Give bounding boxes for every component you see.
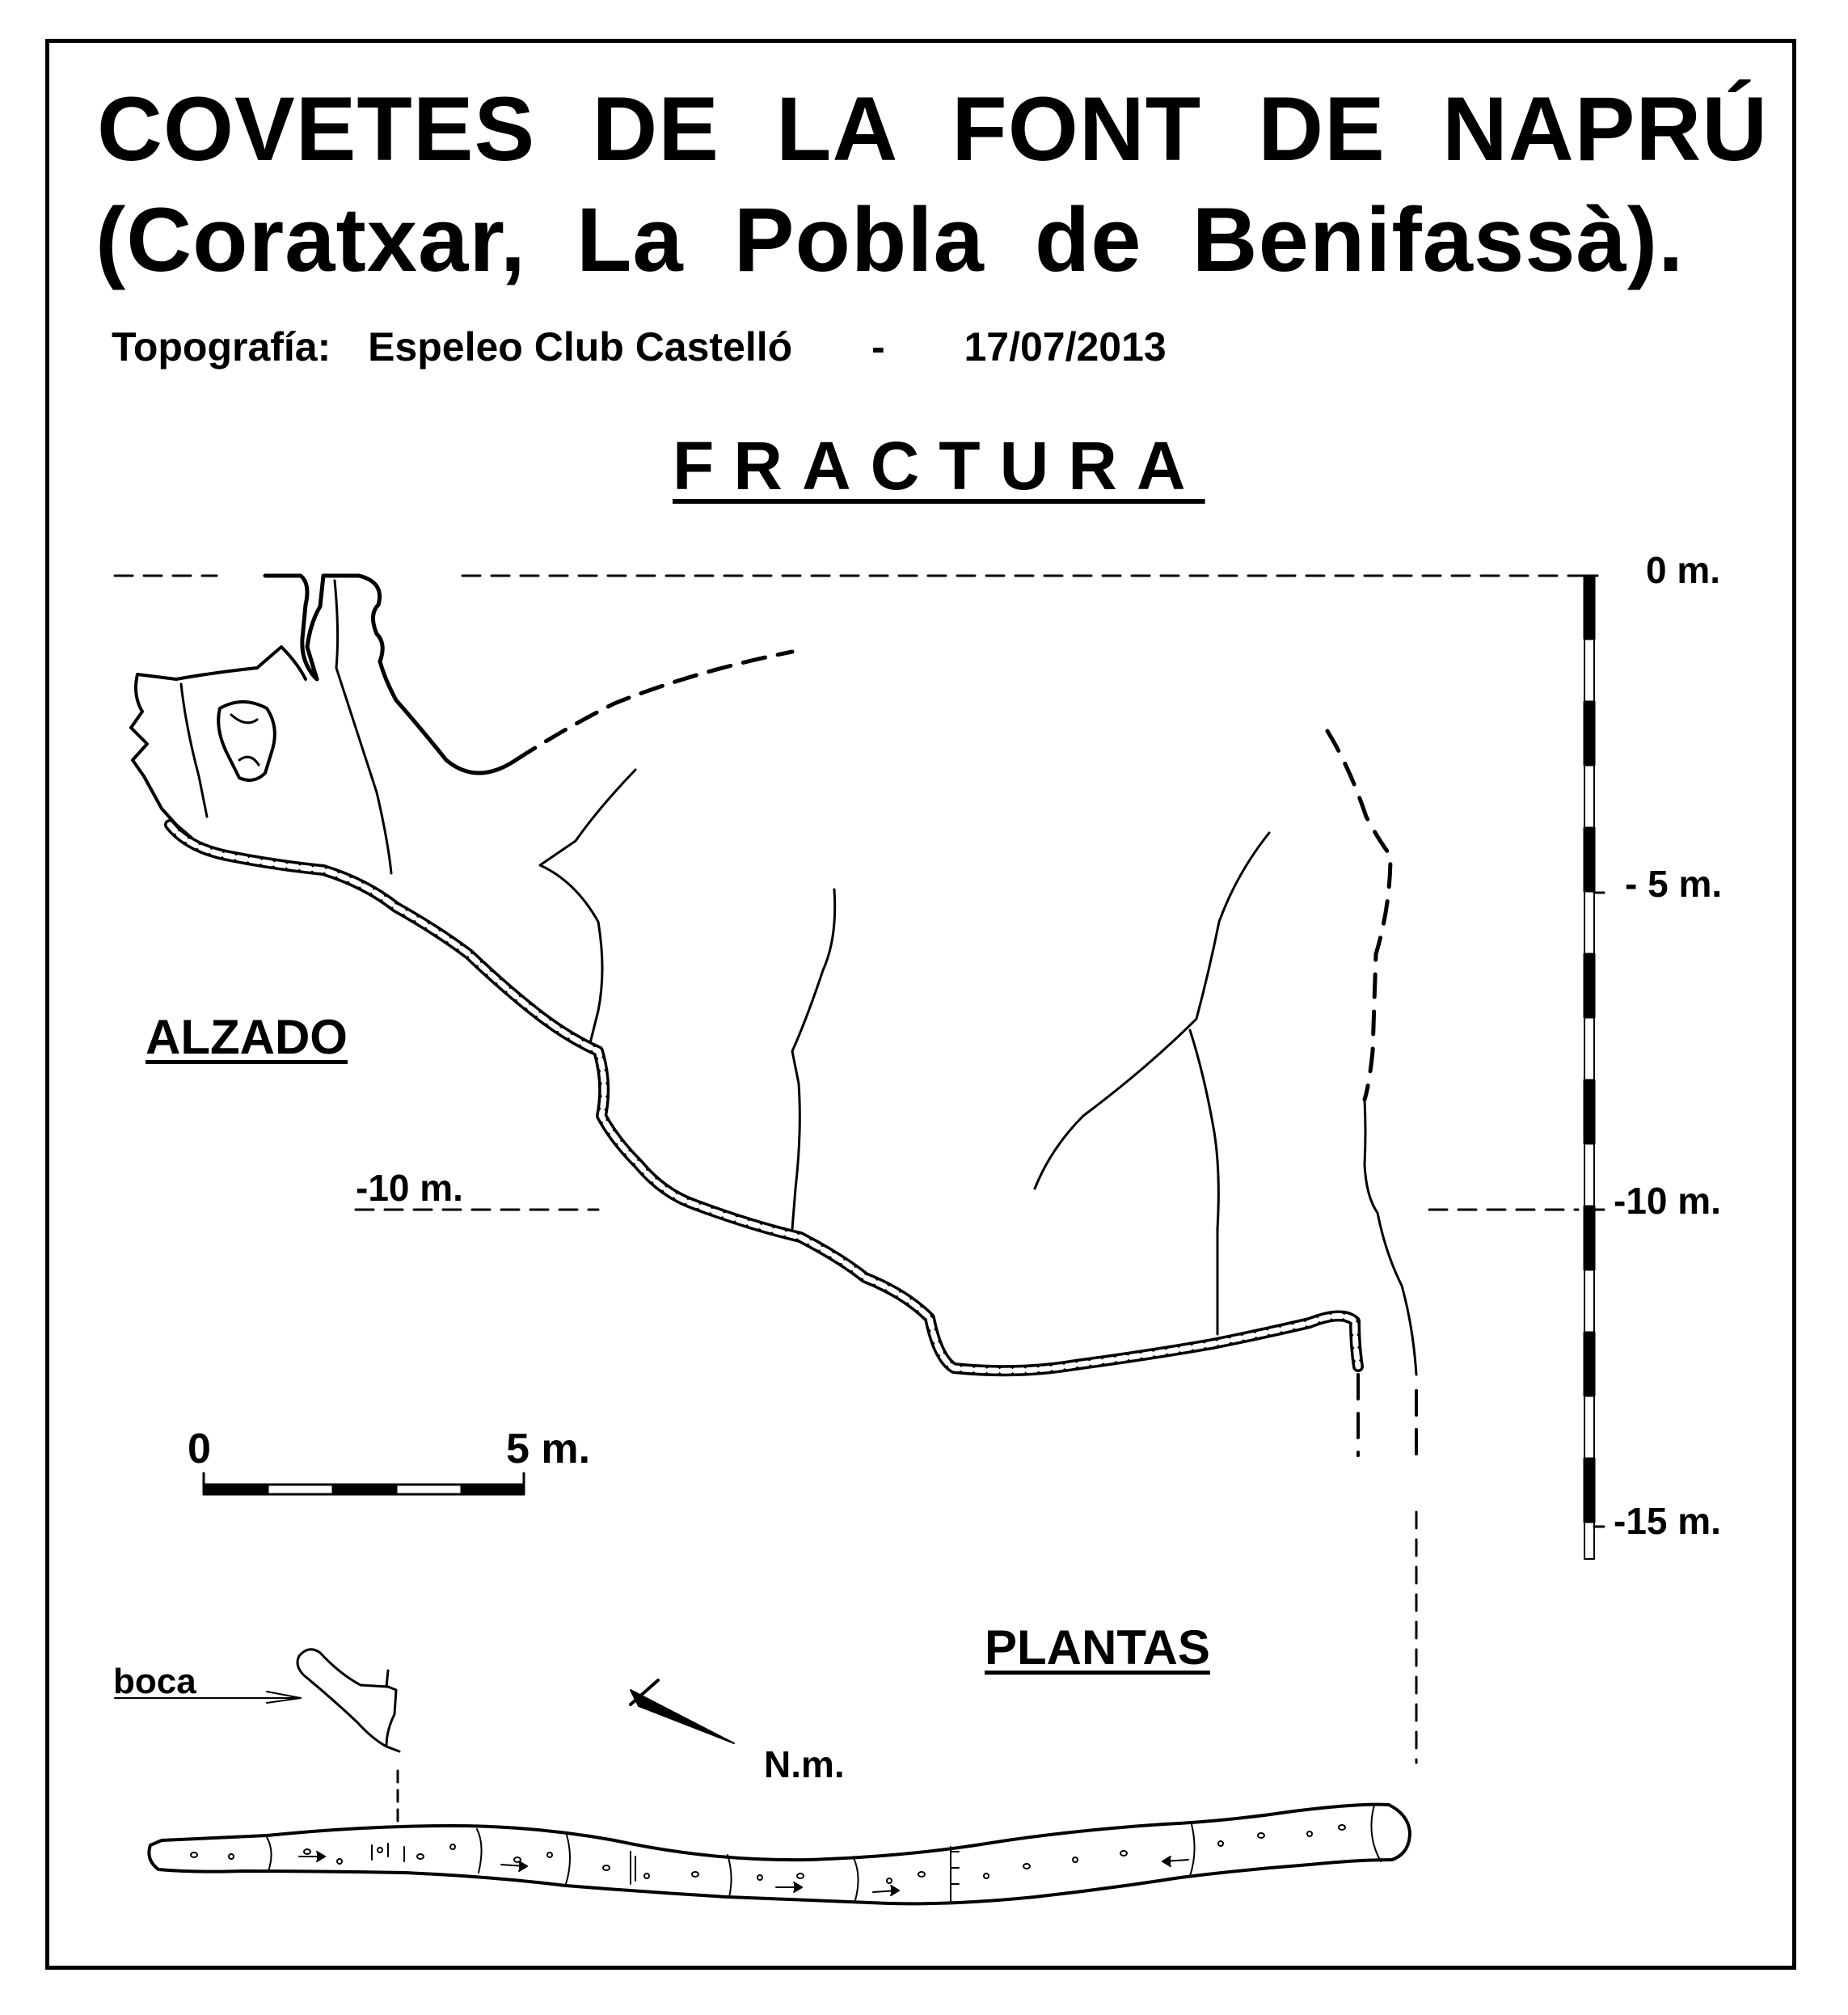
lower-wall-dashed xyxy=(1358,1375,1416,1455)
scale-bar-end-label: 5 m. xyxy=(506,1426,591,1472)
scale-bar-start-label: 0 xyxy=(188,1426,211,1472)
floor-profile-inner xyxy=(170,825,1358,1371)
plan-view xyxy=(149,1805,1410,1904)
title-line-1: COVETES DE LA FONT DE NAPRÚ xyxy=(97,78,1769,180)
reference-lines xyxy=(115,576,1578,1210)
credit-date: 17/07/2013 xyxy=(964,324,1167,370)
left-wall xyxy=(131,647,306,855)
elevation-label: ALZADO xyxy=(146,1010,348,1064)
ceiling-dashed xyxy=(516,652,792,760)
plan-label: PLANTAS xyxy=(985,1620,1210,1675)
pillar-rock xyxy=(218,702,275,780)
north-arrow-icon xyxy=(631,1680,734,1743)
depth-scale-bar xyxy=(1578,576,1604,1559)
right-wall xyxy=(1365,1100,1416,1375)
depth-label-0: 0 m. xyxy=(1646,549,1721,591)
entrance-label: boca xyxy=(113,1662,196,1701)
depth-label-5: - 5 m. xyxy=(1625,863,1723,905)
north-label: N.m. xyxy=(764,1743,845,1785)
depth-label-15: -15 m. xyxy=(1614,1500,1721,1542)
section-title: FRACTURA xyxy=(673,428,1205,504)
title-line-2: (Coratxar, La Pobla de Benifassà). xyxy=(95,189,1685,290)
credit-label: Topografía: xyxy=(112,324,331,370)
floor-profile xyxy=(170,825,1358,1371)
right-wall-dashed xyxy=(1327,731,1390,1100)
credit-separator: - xyxy=(871,324,885,370)
pillar-inner-line xyxy=(231,715,259,765)
entrance-plan xyxy=(297,1650,399,1751)
depth-label-left-10: -10 m. xyxy=(356,1167,463,1209)
horizontal-scale-bar xyxy=(204,1473,524,1494)
depth-label-10: -10 m. xyxy=(1614,1180,1721,1222)
credit-author: Espeleo Club Castelló xyxy=(368,324,793,370)
